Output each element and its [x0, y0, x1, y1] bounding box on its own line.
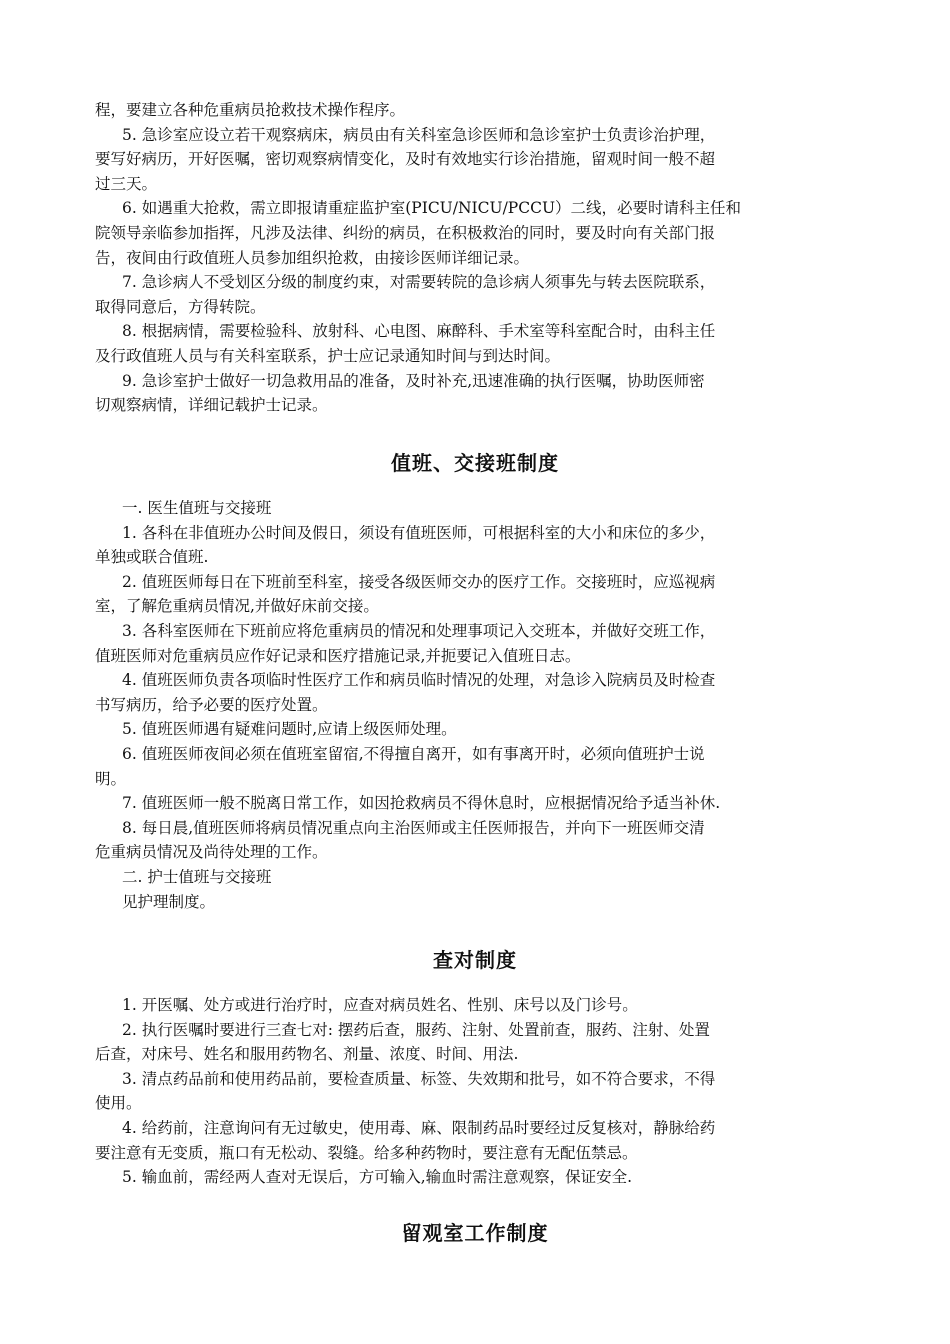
text-line: 要注意有无变质，瓶口有无松动、裂缝。给多种药物时，要注意有无配伍禁忌。: [95, 1143, 638, 1162]
text-line: 1. 各科在非值班办公时间及假日，须设有值班医师，可根据科室的大小和床位的多少，: [122, 523, 716, 542]
section-title-duty-handover: 值班、交接班制度: [391, 451, 559, 475]
text-line: 1. 开医嘱、处方或进行治疗时，应查对病员姓名、性别、床号以及门诊号。: [122, 996, 638, 1014]
section-title-observation-room: 留观室工作制度: [401, 1221, 549, 1245]
text-line: 使用。: [95, 1094, 142, 1113]
text-line: 7. 值班医师一般不脱离日常工作，如因抢救病员不得休息时，应根据情况给予适当补休.: [122, 794, 721, 813]
text-line: 5. 输血前，需经两人查对无误后，方可输入,输血时需注意观察，保证安全.: [122, 1168, 633, 1187]
text-line: 程，要建立各种危重病员抢救技术操作程序。: [95, 101, 406, 119]
section-title-verification: 查对制度: [433, 948, 517, 972]
text-line: 6. 值班医师夜间必须在值班室留宿,不得擅自离开，如有事离开时，必须向值班护士说: [122, 744, 705, 763]
text-line: 单独或联合值班.: [95, 548, 209, 567]
text-line: 院领导亲临参加指挥，凡涉及法律、纠纷的病员，在积极救治的同时，要及时向有关部门报: [95, 223, 716, 242]
text-line: 告，夜间由行政值班人员参加组织抢救，由接诊医师详细记录。: [95, 248, 530, 267]
text-line: 3. 各科室医师在下班前应将危重病员的情况和处理事项记入交班本，并做好交班工作，: [122, 621, 716, 640]
duty-handover-rules: [95, 496, 870, 914]
text-line: 9. 急诊室护士做好一切急救用品的准备，及时补充,迅速准确的执行医嘱，协助医师密: [122, 371, 705, 390]
text-line: 8. 每日晨,值班医师将病员情况重点向主治医师或主任医师报告，并向下一班医师交清: [122, 818, 705, 837]
text-line: 5. 值班医师遇有疑难问题时,应请上级医师处理。: [122, 720, 457, 739]
text-line: 3. 清点药品前和使用药品前，要检查质量、标签、失效期和批号，如不符合要求，不得: [122, 1069, 716, 1088]
text-line: 切观察病情，详细记载护士记录。: [95, 396, 328, 415]
text-line: 2. 值班医师每日在下班前至科室，接受各级医师交办的医疗工作。交接班时，应巡视病: [122, 572, 716, 591]
text-line: 一. 医生值班与交接班: [122, 499, 272, 517]
text-line: 取得同意后，方得转院。: [95, 297, 266, 316]
text-line: 8. 根据病情，需要检验科、放射科、心电图、麻醉科、手术室等科室配合时，由科主任: [122, 322, 716, 341]
text-line: 明。: [95, 769, 127, 788]
text-line: 要写好病历，开好医嘱，密切观察病情变化，及时有效地实行诊治措施，留观时间一般不超: [95, 150, 716, 169]
text-line: 及行政值班人员与有关科室联系，护士应记录通知时间与到达时间。: [95, 346, 561, 365]
text-line: 6. 如遇重大抢救，需立即报请重症监护室(PICU/NICU/PCCU）二线，必要时请科主任和: [122, 199, 742, 218]
text-line: 2. 执行医嘱时要进行三查七对: 摆药后查，服药、注射、处置前查，服药、注射、处置: [122, 1020, 710, 1039]
text-line: 7. 急诊病人不受划区分级的制度约束，对需要转院的急诊病人须事先与转去医院联系，: [122, 273, 716, 292]
verification-rules: [95, 993, 870, 1190]
text-line: 4. 给药前，注意询问有无过敏史，使用毒、麻、限制药品时要经过反复核对，静脉给药: [122, 1118, 716, 1137]
text-line: 值班医师对危重病员应作好记录和医疗措施记录,并扼要记入值班日志。: [95, 646, 581, 665]
text-line: 后查，对床号、姓名和服用药物名、剂量、浓度、时间、用法.: [95, 1045, 519, 1064]
text-line: 4. 值班医师负责各项临时性医疗工作和病员临时情况的处理，对急诊入院病员及时检查: [122, 671, 716, 690]
text-line: 5. 急诊室应设立若干观察病床，病员由有关科室急诊医师和急诊室护士负责诊治护理，: [122, 125, 716, 144]
text-line: 二. 护士值班与交接班: [122, 867, 272, 886]
text-line: 见护理制度。: [122, 892, 216, 911]
text-line: 过三天。: [95, 174, 158, 193]
text-line: 书写病历，给予必要的医疗处置。: [95, 695, 328, 714]
text-line: 危重病员情况及尚待处理的工作。: [95, 843, 328, 862]
text-line: 室，了解危重病员情况,并做好床前交接。: [95, 597, 379, 616]
emergency-rules-continued: [95, 98, 870, 418]
